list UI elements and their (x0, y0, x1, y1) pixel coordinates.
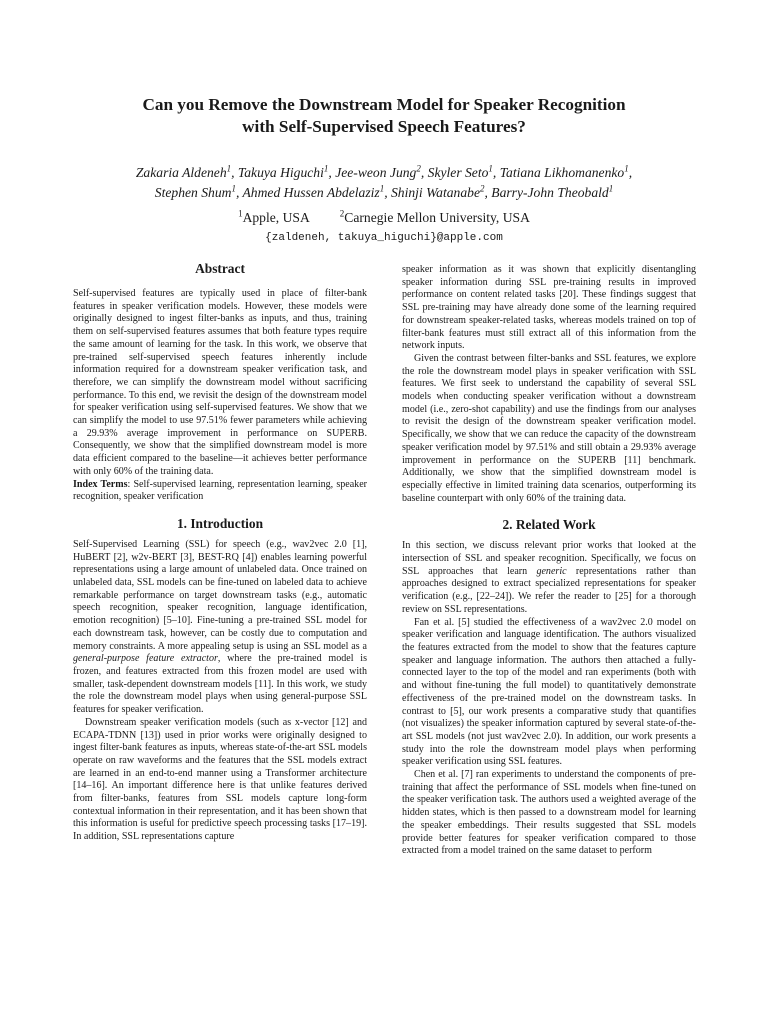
index-terms-text: : Self-supervised learning, representation learning, speaker recognition, speaker verification (73, 478, 367, 503)
author-affil-mark: 1 (608, 183, 614, 194)
intro-paragraph-2: Downstream speaker verification models (such as x-vector [12] and ECAPA-TDNN [13]) used in prior works were originally designed to ingest filter-bank features as inputs, whereas state-of-the-art SSL models operate on raw waveforms and the features that the SSL models extract are learned in an end-to-end manner using a Transformer architecture [14–16]. An important difference here is that unlike features derived from filter-banks, features from SSL models capture long-form contextual information in their representation, and it has been shown that this information is useful for predictive speech processing tasks [17–19]. In addition, SSL representations capture (73, 716, 367, 843)
author-affil-mark: 2 (416, 163, 421, 174)
author-name: Tatiana Likhomanenko (499, 165, 625, 180)
author-affil-mark: 1 (624, 163, 629, 174)
affiliation-apple: Apple, USA (242, 210, 310, 225)
author-line-2: Stephen Shum$^1$, Ahmed Hussen Abdelaziz$^1$, Shinji Watanabe$^2$, Barry-John Theobald$^1$ (154, 183, 614, 200)
author-name: Takuya Higuchi (237, 165, 324, 180)
intro-paragraph-1 (73, 539, 367, 717)
author-name: Shinji Watanabe (390, 185, 480, 200)
author-name: Jee-weon Jung (335, 165, 417, 180)
author-email: {zaldeneh, takuya_higuchi}@apple.com (265, 232, 503, 244)
affil-mark: 2 (339, 208, 345, 219)
author-affil-mark: 1 (231, 183, 236, 194)
author-name: Zakaria Aldeneh (135, 165, 227, 180)
intro-p1-text: Self-Supervised Learning (SSL) for speech (e.g., wav2vec 2.0 [1], HuBERT [2], w2v-BERT [3], BEST-RQ [4]) enables learning powerful representations using a large amount of unlabeled data. Once trained on unlabeled data, SSL models can be fine-tuned on labeled data to achieve remarkable performance on target downstream tasks (e.g., automatic speech recognition, speaker recognition, language identification, emotion recognition) [5–10]. Fine-tuning a pre-trained SSL model for each downstream task, however, can be costly due to computation and memory constraints. A more appealing setup is using an SSL model as a (73, 538, 367, 652)
introduction-heading: 1. Introduction (176, 515, 264, 531)
title-line-2: with Self-Supervised Speech Features? (242, 117, 526, 136)
author-affil-mark: 1 (226, 163, 232, 174)
author-affil-mark: 2 (479, 183, 485, 194)
author-name: Skyler Seto (427, 165, 489, 180)
author-affil-mark: 1 (323, 163, 329, 174)
abstract-text: Self-supervised features are typically used in place of filter-bank features in speaker verification models. However, these models were originally designed to ingest filter-banks as inputs, and thus, training them on self-supervised features assumes that both feature types require the same amount of learning for the task. In this work, we observe that pre-trained self-supervised speech features inherently include information required for a downstream speaker verification task, and therefore, we can simplify the downstream model without sacrificing performance. To this end, we revisit the design of the downstream model for speaker verification using self-supervised features. We show that we can simplify the model to use 97.51% fewer parameters while achieving a 29.93% average improvement in performance on SUPERB. Consequently, we show that the simplified downstream model is more data efficient compared to the baseline—it achieves better performance with only 60% of the training data. (73, 288, 367, 477)
author-name: Barry-John Theobald (491, 185, 609, 200)
author-list (40, 163, 728, 203)
author-affil-mark: 1 (379, 183, 385, 194)
author-line-1: Zakaria Aldeneh$^1$, Takuya Higuchi$^1$, Jee-weon Jung$^2$, Skyler Seto$^1$, Tatiana Likhomanenko$^1$, (135, 163, 633, 180)
index-terms-label: Index Terms (73, 478, 128, 490)
affiliation-cmu: Carnegie Mellon University, USA (344, 210, 530, 225)
paper-title (60, 94, 708, 138)
related-p1-text: In this section, we discuss relevant prior works that looked at the intersection of SSL and speaker recognition. Specifically, we focus on SSL approaches that learn (402, 540, 696, 577)
index-terms (73, 479, 367, 504)
title-line-1: Can you Remove the Downstream Model for Speaker Recognition (142, 95, 626, 114)
intro-paragraph-4: Given the contrast between filter-banks and SSL features, we explore the role the downstream model plays in speaker verification with SSL features. We first seek to understand the capability of several SSL models when conducting speaker verification without a downstream model (i.e., zero-shot capability) and use the findings from our analyses to revisit the design of the downstream speaker verification model. Specifically, we show that we can reduce the capacity of the downstream speaker verification model by 97.51% and still obtain a 29.93% average improvement in performance on the SUPERB [11] benchmark. Additionally, we show that the simplified downstream model is especially effective in limited training data scenarios, outperforming its baseline counterpart with only 60% of the training data. (402, 352, 696, 504)
author-affil-mark: 1 (488, 163, 493, 174)
author-name: Stephen Shum (154, 185, 232, 200)
intro-p1-rest: , where the pre-trained model is frozen, and features extracted from this frozen model are used with smaller, task-dependent downstream models [11]. In this work, we study the role the downstream model plays when using general-purpose SSL features for speaker verification. (73, 653, 367, 716)
related-paragraph-3: Chen et al. [7] ran experiments to understand the components of pre-training that affect the performance of SSL models when fine-tuned on the speaker verification task. The authors used a weighted average of the hidden states, which is then passed to a downstream model for learning the speaker embeddings. Their results suggested that SSL models provide better features for speaker verification compared to those extracted from a model trained on the same dataset to perform (402, 769, 696, 857)
related-paragraph-1 (402, 540, 696, 616)
left-column (73, 261, 367, 844)
intro-p1-emphasis: general-purpose feature extractor (73, 653, 218, 665)
author-name: Ahmed Hussen Abdelaziz (242, 185, 380, 200)
related-p1-rest: representations rather than approaches designed to extract specialized representations for speaker verification (e.g., [22–24]). We refer the reader to [25] for a thorough review on SSL representations. (402, 565, 696, 615)
related-paragraph-2: Fan et al. [5] studied the effectiveness of a wav2vec 2.0 model on speaker verification and language identification. The authors visualized the features extracted from the model to show that the features capture speaker and language information. The authors then attached a fully-connected layer to the top of the model and ran experiments (both with and without fine-tuning the full model) to quantitatively demonstrate effectiveness of the pre-trained model on the downstream tasks. In contrast to [5], our work presents a comparative study that quantifies (not visualizes) the speaker information captured by several state-of-the-art SSL models (not just wav2vec 2.0). In addition, our work presents a study into the role the downstream model plays when performing speaker verification using SSL features. (402, 616, 696, 768)
right-column (402, 264, 696, 858)
affil-mark: 1 (238, 208, 243, 219)
related-p1-emphasis: generic (536, 565, 567, 577)
related-work-heading: 2. Related Work (502, 517, 596, 533)
affiliations (0, 209, 768, 227)
intro-paragraph-3: speaker information as it was shown that explicitly disentangling speaker information during SSL pre-training results in improved performance on content related tasks [20]. These findings suggest that SSL pre-training may have already done some of the learning required for downstream speaker-related tasks, whereas models trained on top of filter-bank features must still extract all of this information from the network inputs. (402, 264, 696, 352)
abstract-heading: Abstract (195, 261, 245, 276)
